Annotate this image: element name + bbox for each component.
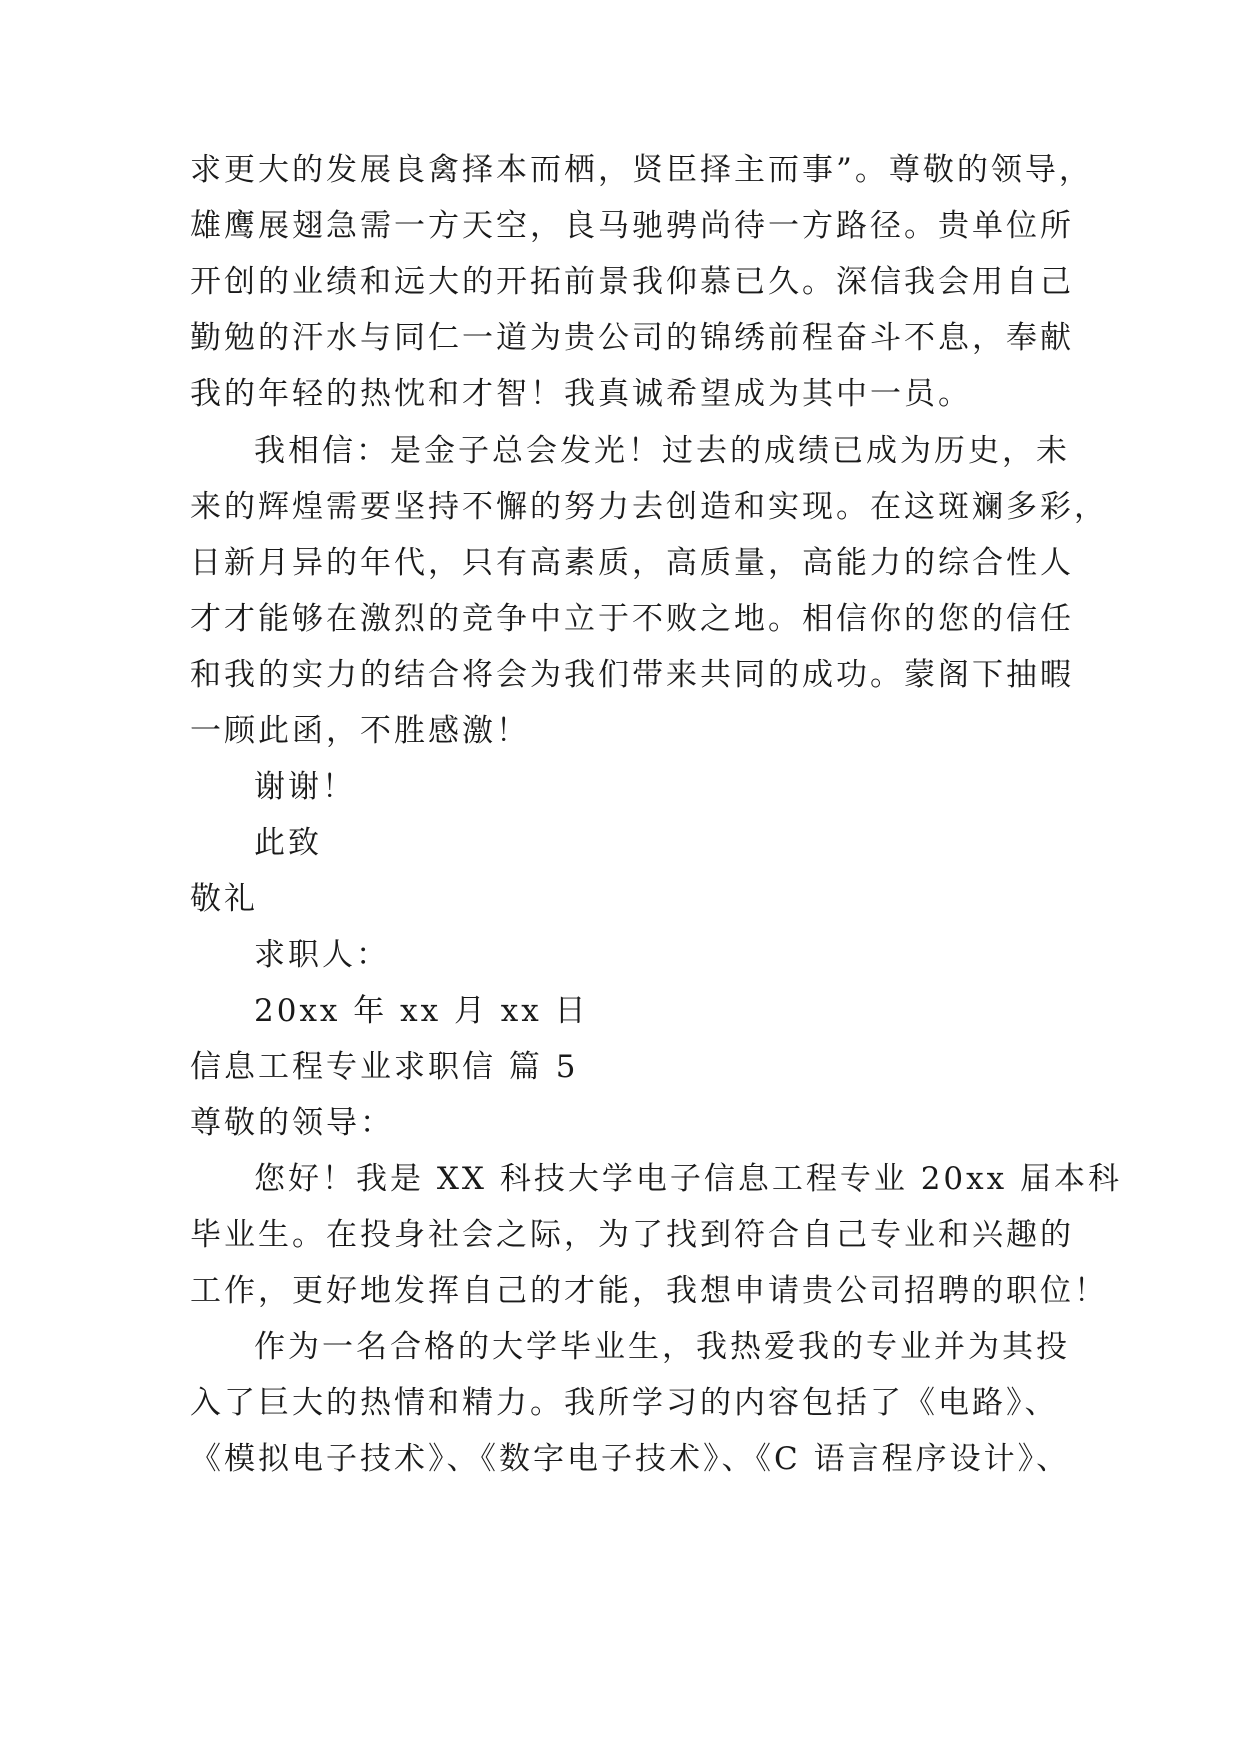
paragraph-line: 毕业生。在投身社会之际，为了找到符合自己专业和兴趣的 (190, 1217, 1074, 1253)
applicant-line: 求职人： (254, 937, 390, 973)
paragraph-line: 开创的业绩和远大的开拓前景我仰慕已久。深信我会用自己 (190, 264, 1074, 300)
paragraph-line: 才才能够在激烈的竞争中立于不败之地。相信你的您的信任 (190, 601, 1074, 637)
paragraph-line: 一顾此函，不胜感激！ (190, 713, 530, 749)
paragraph-line: 工作，更好地发挥自己的才能，我想申请贵公司招聘的职位！ (190, 1273, 1108, 1309)
closing-line: 此致 (254, 825, 322, 861)
paragraph-line: 日新月异的年代，只有高素质，高质量，高能力的综合性人 (190, 545, 1074, 581)
paragraph-line: 我相信：是金子总会发光！过去的成绩已成为历史，未 (254, 433, 1070, 469)
paragraph-line: 雄鹰展翅急需一方天空，良马驰骋尚待一方路径。贵单位所 (190, 208, 1074, 244)
date-line: 20xx 年 xx 月 xx 日 (254, 993, 589, 1029)
paragraph-line: 和我的实力的结合将会为我们带来共同的成功。蒙阁下抽暇 (190, 657, 1074, 693)
thanks-line: 谢谢！ (254, 769, 356, 805)
paragraph-line: 作为一名合格的大学毕业生，我热爱我的专业并为其投 (254, 1329, 1070, 1365)
paragraph-line: 来的辉煌需要坚持不懈的努力去创造和实现。在这斑斓多彩， (190, 489, 1108, 525)
paragraph-line: 勤勉的汗水与同仁一道为贵公司的锦绣前程奋斗不息，奉献 (190, 320, 1074, 356)
paragraph-line: 求更大的发展良禽择本而栖，贤臣择主而事”。尊敬的领导， (190, 152, 1093, 188)
section-heading: 信息工程专业求职信 篇 5 (190, 1049, 579, 1085)
salutation-line: 尊敬的领导： (190, 1105, 394, 1141)
paragraph-line: 入了巨大的热情和精力。我所学习的内容包括了《电路》、 (190, 1385, 1059, 1421)
paragraph-line: 《模拟电子技术》、《数字电子技术》、《C 语言程序设计》、 (190, 1441, 1071, 1477)
paragraph-line: 我的年轻的热忱和才智！我真诚希望成为其中一员。 (190, 376, 972, 412)
paragraph-line: 您好！我是 XX 科技大学电子信息工程专业 20xx 届本科 (254, 1161, 1122, 1197)
closing-line: 敬礼 (190, 881, 258, 917)
